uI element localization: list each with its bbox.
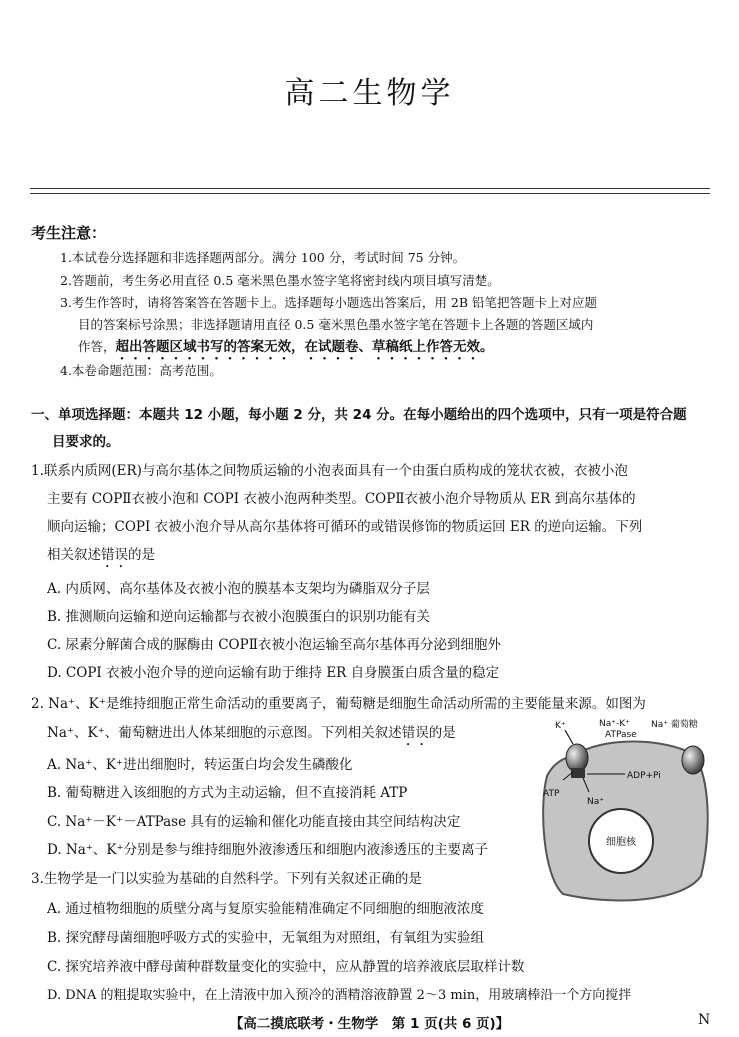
q1-stem: 顺向运输；COPI 衣被小泡介导从高尔基体将可循环的或错误修饰的物质运回 ER 的逆向运输。下列 (47, 519, 643, 535)
na-k-atpase-icon (566, 744, 588, 772)
notice-item: 作答，超出答题区域书写的答案无效，在试题卷、草稿纸上作答无效。 (78, 339, 494, 355)
q2-stem: 2. Na⁺、K⁺是维持细胞正常生命活动的重要离子，葡萄糖是细胞生命活动所需的主要能量来源。如图为 (31, 696, 646, 712)
q3-option-b: B. 探究酵母菌细胞呼吸方式的实验中，无氧组为对照组，有氧组为实验组 (47, 930, 485, 946)
q2-option-d: D. Na⁺、K⁺分别是参与维持细胞外液渗透压和细胞内液渗透压的主要离子 (47, 842, 489, 858)
q1-stem: 1.联系内质网(ER)与高尔基体之间物质运输的小泡表面具有一个由蛋白质构成的笼状衣被，衣被小泡 (31, 463, 628, 479)
cell-transport-figure (533, 716, 713, 906)
notice-item: 目的答案标号涂黑；非选择题请用直径 0.5 毫米黑色墨水签字笔在答题卡上各题的答题区域内 (78, 317, 594, 332)
q1-emphasis: 错误 (101, 547, 128, 563)
notice-emphasis: 超出答题区域书写的答案无效，在试题卷、草稿纸上作答无效。 (115, 339, 494, 355)
atpase-domain-icon (571, 768, 585, 778)
section-heading: 一、单项选择题：本题共 12 小题，每小题 2 分，共 24 分。在每小题给出的四个选项中，只有一项是符合题 (31, 407, 687, 423)
q1-stem: 相关叙述错误的是 (47, 547, 155, 563)
notice-item: 3.考生作答时，请将答案答在答题卡上。选择题每小题选出答案后，用 2B 铅笔把答题卡上对应题 (60, 295, 598, 310)
q1-option-a: A. 内质网、高尔基体及衣被小泡的膜基本支架均为磷脂双分子层 (47, 581, 430, 597)
q3-option-c: C. 探究培养液中酵母菌种群数量变化的实验中，应从静置的培养液底层取样计数 (47, 959, 525, 975)
pump-label-1: Na⁺-K⁺ (599, 719, 630, 729)
q3-option-d: D. DNA 的粗提取实验中，在上清液中加入预冷的酒精溶液静置 2～3 min，用玻璃棒沿一个方向搅拌 (47, 988, 632, 1003)
pump-label-2: ATPase (605, 730, 637, 740)
q1-stem: 主要有 COPⅡ衣被小泡和 COPI 衣被小泡两种类型。COPⅡ衣被小泡介导物质从 ER 到高尔基体的 (47, 491, 636, 507)
q1-option-b: B. 推测顺向运输和逆向运输都与衣被小泡膜蛋白的识别功能有关 (47, 609, 431, 625)
q3-option-a: A. 通过植物细胞的质壁分离与复原实验能精准确定不同细胞的细胞液浓度 (47, 901, 484, 917)
q3-stem: 3.生物学是一门以实验为基础的自然科学。下列有关叙述正确的是 (31, 871, 422, 887)
page-footer: 【高二摸底联考・生物学 第 1 页(共 6 页)】 (229, 1016, 510, 1032)
na-inner-label: Na⁺ (587, 797, 604, 807)
k-label: K⁺ (555, 721, 566, 731)
page-title: 高二生物学 (284, 76, 455, 111)
header-rule-bottom (30, 193, 710, 194)
na-glucose-label: Na⁺ 葡萄糖 (651, 720, 698, 730)
q2-option-c: C. Na⁺－K⁺－ATPase 具有的运输和催化功能直接由其空间结构决定 (47, 814, 461, 830)
notice-item: 1.本试卷分选择题和非选择题两部分。满分 100 分，考试时间 75 分钟。 (60, 250, 466, 265)
notice-item: 2.答题前，考生务必用直径 0.5 毫米黑色墨水签字笔将密封线内项目填写清楚。 (60, 273, 500, 288)
q2-stem: Na⁺、K⁺、葡萄糖进出人体某细胞的示意图。下列相关叙述错误的是 (47, 725, 456, 741)
q2-option-a: A. Na⁺、K⁺进出细胞时，转运蛋白均会发生磷酸化 (47, 757, 353, 773)
atp-label: ATP (543, 789, 560, 799)
q2-emphasis: 错误 (401, 725, 429, 741)
q2-option-b: B. 葡萄糖进入该细胞的方式为主动运输，但不直接消耗 ATP (47, 785, 408, 801)
notice-item: 4.本卷命题范围：高考范围。 (60, 363, 222, 378)
q1-option-c: C. 尿素分解菌合成的脲酶由 COPⅡ衣被小泡运输至高尔基体再分泌到细胞外 (47, 637, 501, 653)
header-rule-top (30, 188, 710, 189)
section-heading-cont: 目要求的。 (52, 434, 120, 450)
glucose-transporter-icon (682, 746, 704, 774)
nucleus-label: 细胞核 (606, 837, 636, 848)
adp-label: ADP+Pi (627, 771, 661, 781)
notice-heading: 考生注意： (31, 224, 107, 242)
page-version-mark: N (698, 1012, 711, 1028)
q1-option-d: D. COPI 衣被小泡介导的逆向运输有助于维持 ER 自身膜蛋白质含量的稳定 (47, 665, 500, 681)
